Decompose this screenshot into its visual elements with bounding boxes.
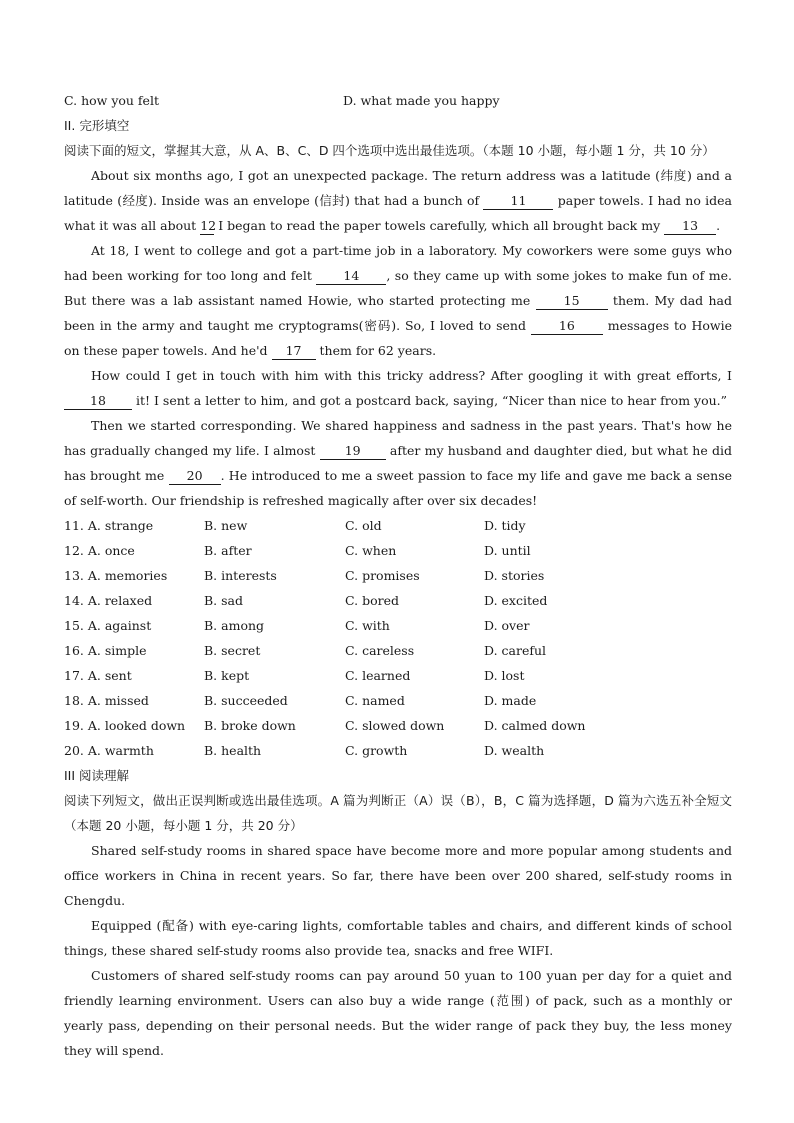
option-c: C. learned [345,668,411,683]
option-b: B. interests [204,568,277,583]
option-b: B. succeeded [204,693,288,708]
option-b: B. broke down [204,718,296,733]
option-b: B. among [204,618,265,633]
option-d: D. made [484,693,537,708]
option-c: C. when [345,543,397,558]
options-row-18 [64,688,732,713]
reading-paragraph-2: Equipped (配备) with eye-caring lights, comfortable tables and chairs, and different kinds of school things, these shared self-study rooms also provide tea, snacks and free WIFI. [64,918,732,958]
reading-paragraph-3: Customers of shared self-study rooms can pay around 50 yuan to 100 yuan per day for a quiet and friendly learning environment. Users can also buy a wide range (范围) of pack, such as a monthly or yearly pass, depending on their personal needs. But the wider range of pack they buy, the less money they will spend. [64,968,732,1058]
options-row-17 [64,663,732,688]
options-row-11 [64,513,732,538]
blank-11: 11 [483,193,553,210]
section-3-instructions: 阅读下列短文，做出正误判断或选出最佳选项。A 篇为判断正（A）误（B），B，C 篇为选择题，D 篇为六选五补全短文（本题 20 小题，每小题 1 分，共 20 分） [64,793,732,833]
options-row-19 [64,713,732,738]
option-a: 11. A. strange [64,518,154,533]
section-2-instructions: 阅读下面的短文，掌握其大意，从 A、B、C、D 四个选项中选出最佳选项。（本题 10 小题，每小题 1 分，共 10 分） [64,143,715,158]
option-a: 18. A. missed [64,693,149,708]
option-c: C. how you felt [64,93,159,108]
option-c: C. growth [345,743,408,758]
option-c: C. old [345,518,382,533]
option-d: D. lost [484,668,525,683]
option-a: 20. A. warmth [64,743,154,758]
option-d: D. over [484,618,530,633]
option-b: B. after [204,543,252,558]
options-row-14 [64,588,732,613]
option-a: 16. A. simple [64,643,147,658]
previous-question-options [64,88,732,113]
option-d: D. excited [484,593,548,608]
option-d: D. stories [484,568,545,583]
option-b: B. new [204,518,248,533]
cloze-paragraph-4: Then we started corresponding. We shared happiness and sadness in the past years. That's how he has gradually changed my life. I almost 19 after my husband and daughter died, but what he did has brought me 20 . He introduced to me a sweet passion to face my life and gave me back a sense of self-worth. Our friendship is refreshed magically after over six decades! [64,418,733,508]
options-row-16 [64,638,732,663]
option-c: C. careless [345,643,415,658]
option-d: D. until [484,543,531,558]
option-c: C. with [345,618,390,633]
option-c: C. named [345,693,405,708]
options-row-20 [64,738,732,763]
blank-18: 18 [64,393,132,410]
option-d: D. wealth [484,743,545,758]
blank-15: 15 [536,293,608,310]
option-c: C. slowed down [345,718,445,733]
blank-19: 19 [320,443,386,460]
option-a: 17. A. sent [64,668,132,683]
option-a: 13. A. memories [64,568,168,583]
option-b: B. sad [204,593,244,608]
option-b: B. health [204,743,262,758]
blank-16: 16 [531,318,603,335]
cloze-options [64,513,732,763]
option-d: D. tidy [484,518,526,533]
option-b: B. kept [204,668,250,683]
options-row-12 [64,538,732,563]
option-a: 14. A. relaxed [64,593,153,608]
reading-paragraph-1: Shared self-study rooms in shared space have become more and more popular among students and office workers in China in recent years. So far, there have been over 200 shared, self-study rooms in Chengdu. [64,843,732,908]
option-d: D. calmed down [484,718,586,733]
cloze-paragraph-2: At 18, I went to college and got a part-time job in a laboratory. My coworkers were some guys who had been working for too long and felt 14 , so they came up with some jokes to make fun of me. But there was a lab assistant named Howie, who started protecting me 15 them. My dad had been in the army and taught me cryptograms(密码). So, I loved to send 16 messages to Howie on these paper towels. And he'd 17 them for 62 years. [64,243,732,358]
option-d: D. what made you happy [343,93,500,108]
blank-14: 14 [316,268,386,285]
blank-13: 13 [664,218,716,235]
option-c: C. promises [345,568,420,583]
section-3-title: III 阅读理解 [64,768,130,783]
option-d: D. careful [484,643,547,658]
section-2-title: II. 完形填空 [64,118,130,133]
blank-12: 12 [200,218,217,233]
option-a: 19. A. looked down [64,718,186,733]
option-a: 15. A. against [64,618,152,633]
option-c: C. bored [345,593,399,608]
option-a: 12. A. once [64,543,135,558]
cloze-paragraph-1: About six months ago, I got an unexpected package. The return address was a latitude (纬度) and a latitude (经度). Inside was an envelope (信封) that had a bunch of 11 paper towels. I had no idea what it was all about 12 I began to read the paper towels carefully, which all brought back my 13 . [64,168,732,233]
options-row-15 [64,613,732,638]
blank-20: 20 [169,468,221,485]
worksheet-page [64,88,732,1063]
blank-17: 17 [272,343,316,360]
cloze-paragraph-3: How could I get in touch with him with this tricky address? After googling it with great efforts, I 18 it! I sent a letter to him, and got a postcard back, saying, “Nicer than nice to hear from you.” [64,363,732,413]
options-row-13 [64,563,732,588]
option-b: B. secret [204,643,261,658]
